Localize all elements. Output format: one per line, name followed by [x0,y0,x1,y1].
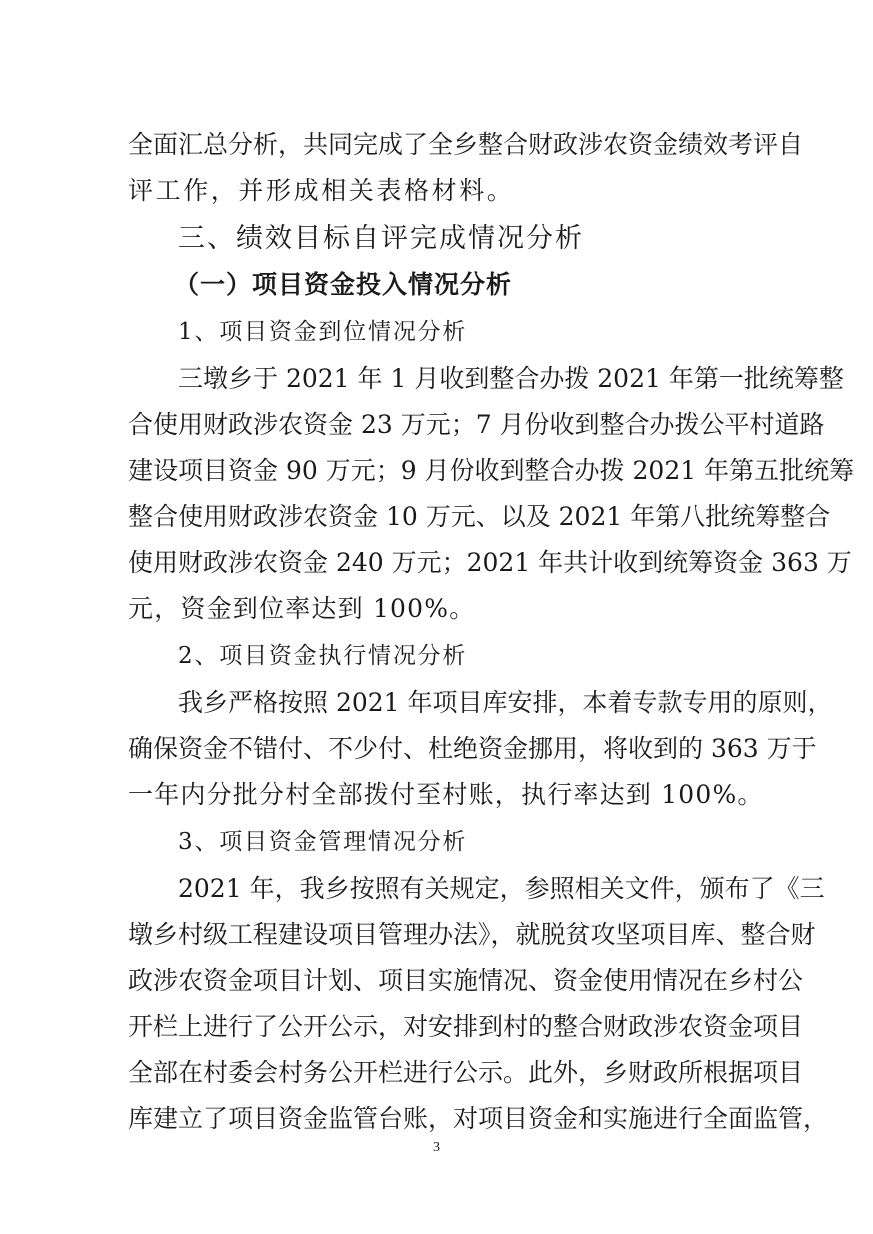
paragraph-line: 2021 年，我乡按照有关规定，参照相关文件，颁布了《三 [178,874,825,903]
paragraph-line: 三墩乡于 2021 年 1 月收到整合办拨 2021 年第一批统筹整 [178,364,844,393]
subsection-heading: （一）项目资金投入情况分析 [174,270,513,299]
paragraph-line: 墩乡村级工程建设项目管理办法》，就脱贫攻坚项目库、整合财 [128,920,816,949]
paragraph-line: 使用财政涉农资金 240 万元；2021 年共计收到统筹资金 363 万 [128,548,852,577]
item-heading: 3、项目资金管理情况分析 [178,829,468,855]
paragraph-line: 整合使用财政涉农资金 10 万元、以及 2021 年第八批统筹整合 [128,502,831,531]
item-heading: 1、项目资金到位情况分析 [178,319,468,345]
paragraph-line: 全部在村委会村务公开栏进行公示。此外，乡财政所根据项目 [128,1058,804,1087]
paragraph-line: 一年内分批分村全部拨付至村账，执行率达到 100%。 [128,780,764,809]
paragraph-line: 库建立了项目资金监管台账，对项目资金和实施进行全面监管， [128,1104,829,1133]
paragraph-line: 确保资金不错付、不少付、杜绝资金挪用，将收到的 363 万于 [128,734,817,763]
paragraph-line: 我乡严格按照 2021 年项目库安排，本着专款专用的原则， [178,688,833,717]
paragraph-line: 建设项目资金 90 万元；9 月份收到整合办拨 2021 年第五批统筹 [128,456,855,485]
paragraph-line: 元，资金到位率达到 100%。 [128,594,476,623]
paragraph-line: 全面汇总分析，共同完成了全乡整合财政涉农资金绩效考评自 [128,130,804,159]
item-heading: 2、项目资金执行情况分析 [178,643,468,669]
section-heading: 三、绩效目标自评完成情况分析 [178,223,584,254]
paragraph-line: 合使用财政涉农资金 23 万元；7 月份收到整合办拨公平村道路 [128,410,825,439]
paragraph-line: 开栏上进行了公开公示，对安排到村的整合财政涉农资金项目 [128,1012,804,1041]
paragraph-line: 评工作，并形成相关表格材料。 [128,176,515,205]
page-number: 3 [433,1140,440,1155]
paragraph-line: 政涉农资金项目计划、项目实施情况、资金使用情况在乡村公 [128,966,804,995]
